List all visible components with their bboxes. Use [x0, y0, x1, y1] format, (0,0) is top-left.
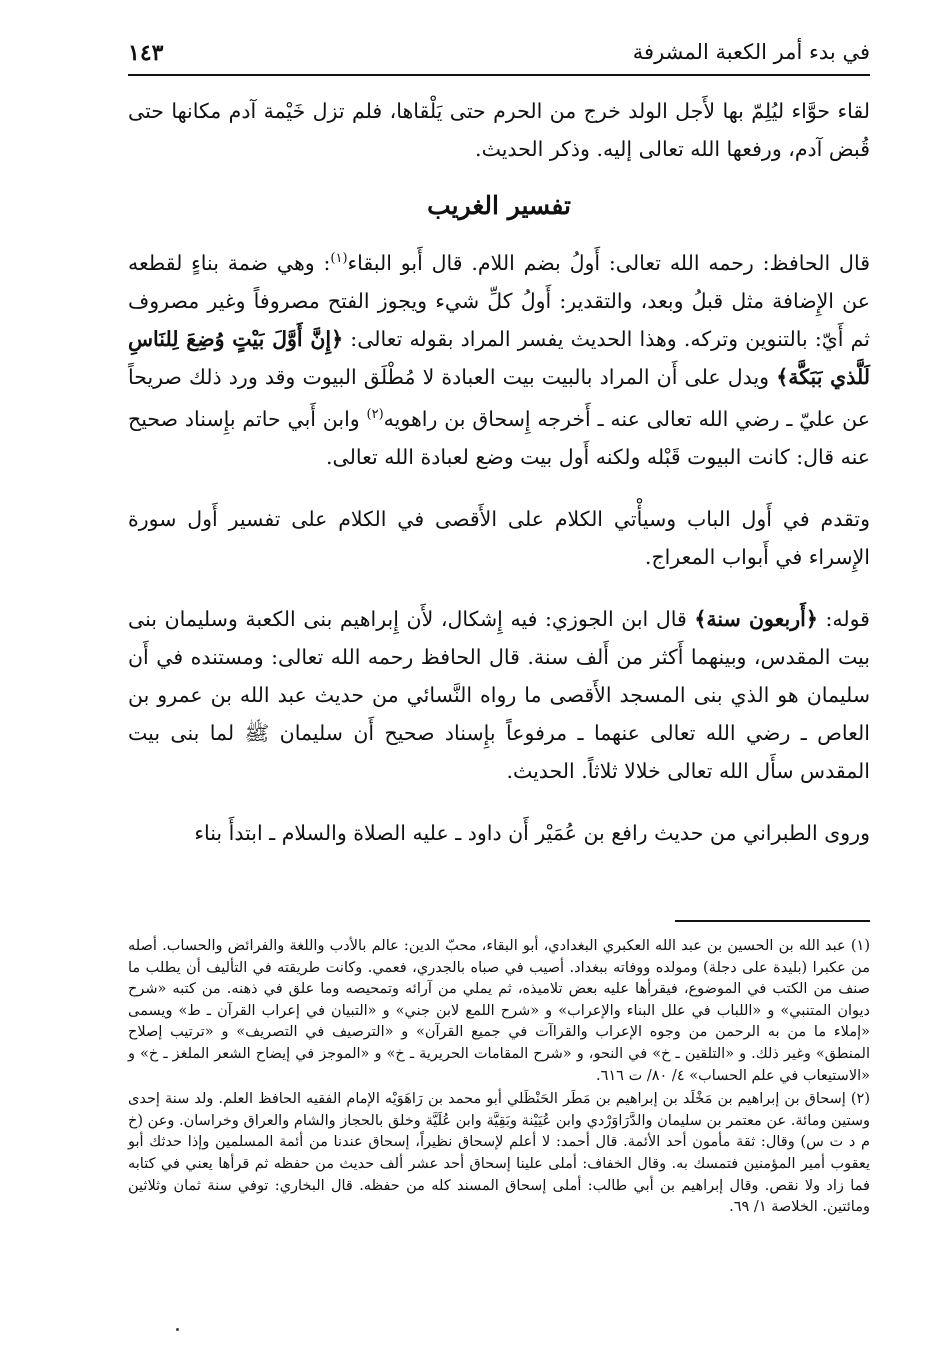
print-speck — [176, 1328, 179, 1331]
footnote-1-mark: (١) — [850, 938, 870, 954]
footnote-ref-1[interactable]: (١) — [330, 251, 348, 266]
commentary-text-1: قال الحافظ: رحمه الله تعالى: أَولُ بضم اللام. قال أَبو البقاء — [347, 250, 871, 275]
footnotes — [128, 936, 870, 1221]
footnote-separator — [675, 920, 870, 922]
paragraph-cross-reference: وتقدم في أَول الباب وسيأْتي الكلام على الأَقصى في الكلام على تفسير أَول سورة الإِسراء في أَبواب المعراج. — [128, 506, 870, 569]
forty-years-text: قال ابن الجوزي: فيه إِشكال، لأَن إِبراهيم بنى الكعبة وسليمان بنى بيت المقدس، وبينهما أَكثر من أَلف سنة. قال الحافظ رحمه الله تعالى: ومستنده في أَن سليمان هو الذي بنى المسجد الأَقصى ما رواه النَّسائي من حديث عبد الله بن عمرو بن العاص ـ رضي الله تعالى عنهما ـ مرفوعاً بإِسناد صحيح أَن سليمان ﷺ لما بنى بيت المقدس سأَل الله تعالى خلالا ثلاثاً. الحديث. — [128, 606, 870, 783]
commentary-text-4: وابن أَبي حاتم بإِسناد صحيح عنه قال: كانت البيوت قَبْله ولكنه أَول بيت وضع لعبادة الله تعالى. — [128, 406, 870, 469]
paragraph-continuation: لقاء حوَّاء ليُلِمّ بها لأَجل الولد خرج من الحرم حتى يَلْقاها، فلم تزل خَيْمة آدم مكانها حتى قُبض آدم، ورفعها الله تعالى إليه. وذكر الحديث. — [128, 99, 870, 161]
commentary-text-3: ويدل على أَن المراد بالبيت بيت العبادة لا مُطْلَق البيوت وقد ورد ذلك صريحاً عن عليّ ـ رضي الله تعالى عنه ـ أَخرجه إِسحاق بن راهويه — [128, 364, 870, 431]
footnote-2 — [128, 1089, 870, 1219]
paragraph-forty-years — [128, 600, 870, 790]
running-title: في بدء أمر الكعبة المشرفة — [632, 40, 870, 64]
page-number: ١٤٣ — [128, 40, 164, 66]
footnote-1 — [128, 936, 870, 1087]
quran-verse: ﴿إِنَّ أَوَّلَ بَيْتٍ وُضِعَ لِلنَاسِ لَلَّذي بَبَكَّة﴾ — [128, 326, 870, 389]
footnote-2-mark: (٢) — [850, 1091, 870, 1108]
footnote-1-text: عبد الله بن الحسين بن عبد الله العكبري البغدادي، أبو البقاء، محبّ الدين: عالم بالأدب واللغة والفرائض والحساب. أصله من عكبرا (بليدة على دجلة) ومولده ووفاته ببغداد. أصيب في صباه بالجدري، فعمي. وكانت طريقته في التأليف أن يطلب ما صنف من الكتب في الموضوع، فيقرأها عليه بعض تلاميذه، ثم يملي من آرائه وتمحيصه وما علق في ذهنه. من كتبه «شرح ديوان المتنبي» و «اللباب في علل البناء والإعراب» و «شرح اللمع لابن جني» و «التبيان في إعراب القرآن ـ ط» ويسمى «إملاء ما من به الرحمن من وجوه الإعراب والقراآت في جميع القرآن» و «الترصيف في التصريف» و «ترتيب إصلاح المنطق» وغير ذلك. و «التلقين ـ خ» في النحو، و «شرح المقامات الحريرية ـ خ» و «الموجز في إيضاح الشعر الملغز ـ خ» و «الاستيعاب في علم الحساب» ٤/ ٨٠/ ت ٦١٦. — [128, 938, 870, 1084]
main-text — [128, 92, 870, 852]
quoted-phrase: ﴿أَربعون سنة﴾ — [694, 606, 818, 631]
footnote-ref-2[interactable]: (٢) — [366, 406, 384, 422]
footnote-2-text: إسحاق بن إبراهيم بن مَخْلَد بن إبراهيم بن مَطَر الحَنْظَلي أبو محمد بن رَاهَوَيْه الإمام الفقيه الحافظ العلم. ولد سنة إحدى وستين ومائة. عن معتمر بن سليمان والدَّرَاوَرْدي وابن عُيَيْنة وبَقِيَّة وابن عُلَيَّة وخلق بالحجاز والشام والعراق وخراسان. وعن (خ م د ت س) وقال: ثقة مأمون أحد الأئمة. قال أحمد: لا أعلم لإسحاق نظيراً، إسحاق عندنا من أئمة المسلمين وإذا حدثك أبو يعقوب أمير المؤمنين فتمسك به. وقال الخفاف: أملى علينا إسحاق أحد عشر ألف حديث من حفظه ثم قرأها يعني في كتابه فما زاد ولا نقص. وقال إبراهيم بن أبي طالب: أملى إسحاق المسند كله من حفظه. قال البخاري: توفي سنة ثمان وثلاثين ومائتين. الخلاصة ١/ ٦٩. — [128, 1091, 870, 1216]
commentary-text-2: : وهي ضمة بناءٍ لقطعه عن الإِضافة مثل قبلُ وبعد، والتقدير: أَولُ كلِّ شيء ويجوز الفتح مصروفاً وغير مصروف ثم أَيّ: بالتنوين وتركه. وهذا الحديث يفسر المراد بقوله تعالى: — [128, 250, 870, 351]
paragraph-commentary — [128, 240, 870, 476]
lead-word: قوله: — [817, 606, 870, 631]
paragraph-tabarani: وروى الطبراني من حديث رافع بن عُمَيْر أَن داود ـ عليه الصلاة والسلام ـ ابتدأَ بناء — [194, 820, 870, 845]
section-heading: تفسير الغريب — [427, 191, 571, 220]
running-header — [128, 34, 870, 76]
